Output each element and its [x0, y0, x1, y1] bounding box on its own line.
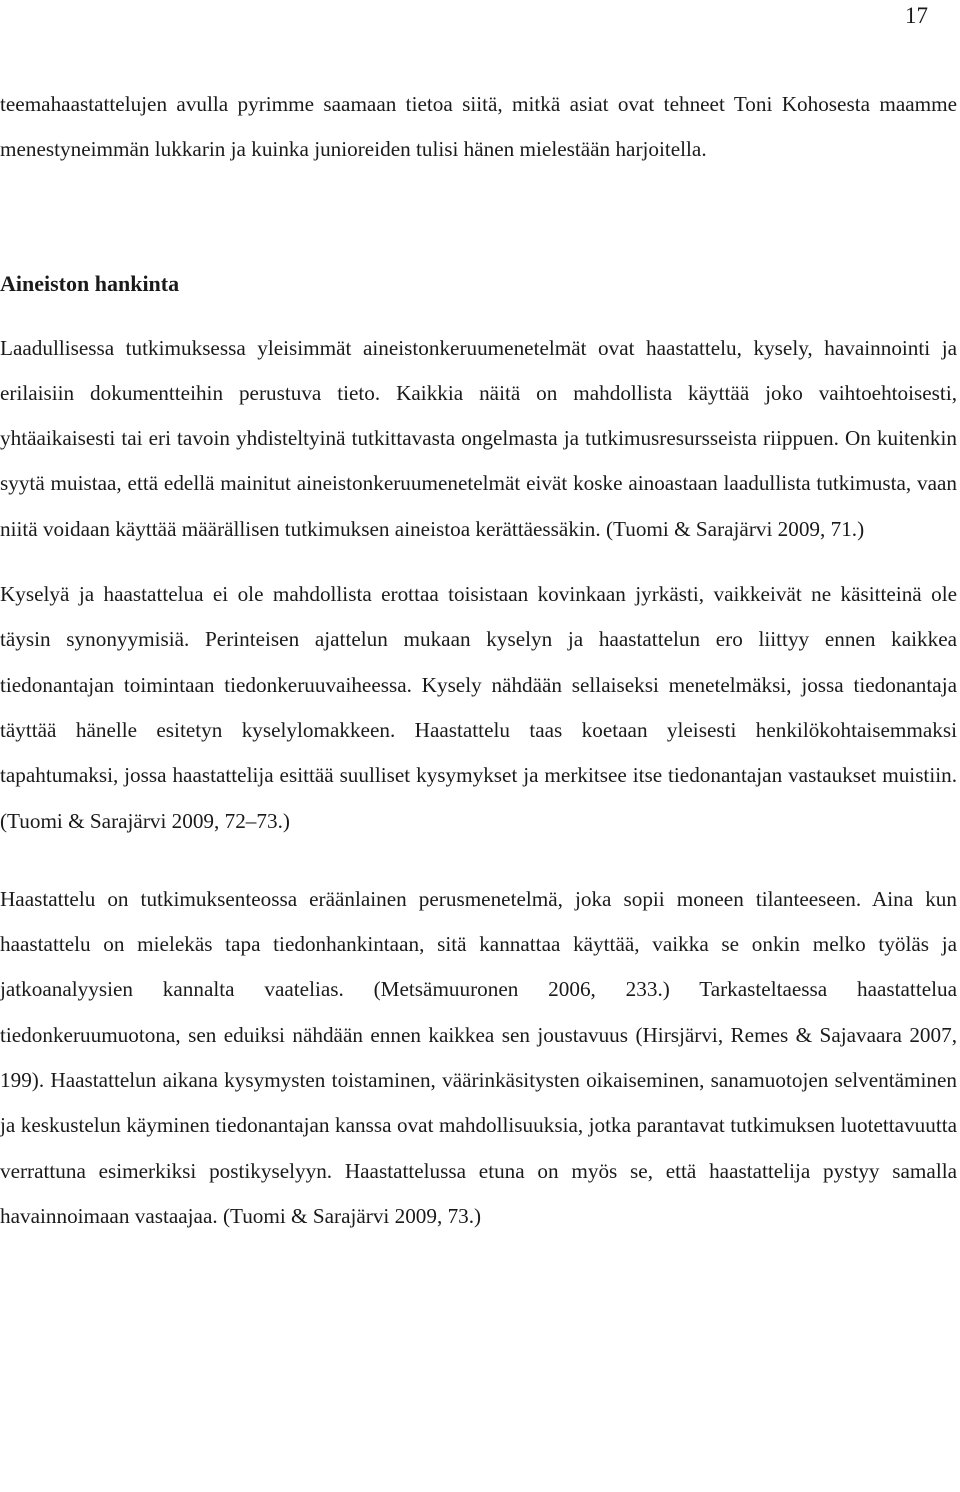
- page-number: 17: [905, 3, 928, 28]
- document-body: [0, 82, 957, 1239]
- section-heading: Aineiston hankinta: [0, 270, 180, 296]
- section-spacer: [0, 173, 957, 261]
- paragraph-1: Laadullisessa tutkimuksessa yleisimmät aineistonkeruumenetelmät ovat haastattelu, kysely, havainnointi ja erilaisiin dokumentteihin perustuva tieto. Kaikkia näitä on mahdollista käyttää joko vaihtoehtoisesti, yhtäaikaisesti tai eri tavoin yhdisteltyinä tutkittavasta ongelmasta ja tutkimusresursseista riippuen. On kuitenkin syytä muistaa, että edellä mainitut aineistonkeruumenetelmät eivät koske ainoastaan laadullista tutkimusta, vaan niitä voidaan käyttää määrällisen tutkimuksen aineistoa kerättäessäkin. (Tuomi & Sarajärvi 2009, 71.): [0, 335, 957, 541]
- paragraph-spacer: [0, 552, 957, 572]
- paragraph-3: Haastattelu on tutkimuksenteossa eräänlainen perusmenetelmä, joka sopii moneen tilanteeseen. Aina kun haastattelu on mielekäs tapa tiedonhankintaan, sitä kannattaa käyttää, vaikka se onkin melko työläs ja jatkoanalyysien kannalta vaatelias. (Metsämuuronen 2006, 233.) Tarkasteltaessa haastattelua tiedonkeruumuotona, sen eduiksi nähdään ennen kaikkea sen joustavuus (Hirsjärvi, Remes & Sajavaara 2007, 199). Haastattelun aikana kysymysten toistaminen, väärinkäsitysten oikaiseminen, sanamuotojen selventäminen ja keskustelun käyminen tiedonantajan kanssa ovat mahdollisuuksia, jotka parantavat tutkimuksen luotettavuutta verrattuna esimerkiksi postikyselyyn. Haastattelussa etuna on myös se, että haastattelija pystyy samalla havainnoimaan vastaajaa. (Tuomi & Sarajärvi 2009, 73.): [0, 886, 957, 1228]
- heading-spacer: [0, 306, 957, 326]
- intro-paragraph: teemahaastattelujen avulla pyrimme saamaan tietoa siitä, mitkä asiat ovat tehneet Toni Kohosesta maamme menestyneimmän lukkarin ja kuinka junioreiden tulisi hänen mielestään harjoitella.: [0, 92, 957, 162]
- paragraph-spacer: [0, 844, 957, 877]
- paragraph-2: Kyselyä ja haastattelua ei ole mahdollista erottaa toisistaan kovinkaan jyrkästi, vaikkeivät ne käsitteinä ole täysin synonyymisiä. Perinteisen ajattelun mukaan kyselyn ja haastattelun ero liittyy ennen kaikkea tiedonantajan toimintaan tiedonkeruuvaiheessa. Kysely nähdään sellaiseksi menetelmäksi, jossa tiedonantaja täyttää hänelle esitetyn kyselylomakkeen. Haastattelu taas koetaan yleisesti henkilökohtaisemmaksi tapahtumaksi, jossa haastattelija esittää suulliset kysymykset ja merkitsee itse tiedonantajan vastaukset muistiin. (Tuomi & Sarajärvi 2009, 72–73.): [0, 582, 957, 833]
